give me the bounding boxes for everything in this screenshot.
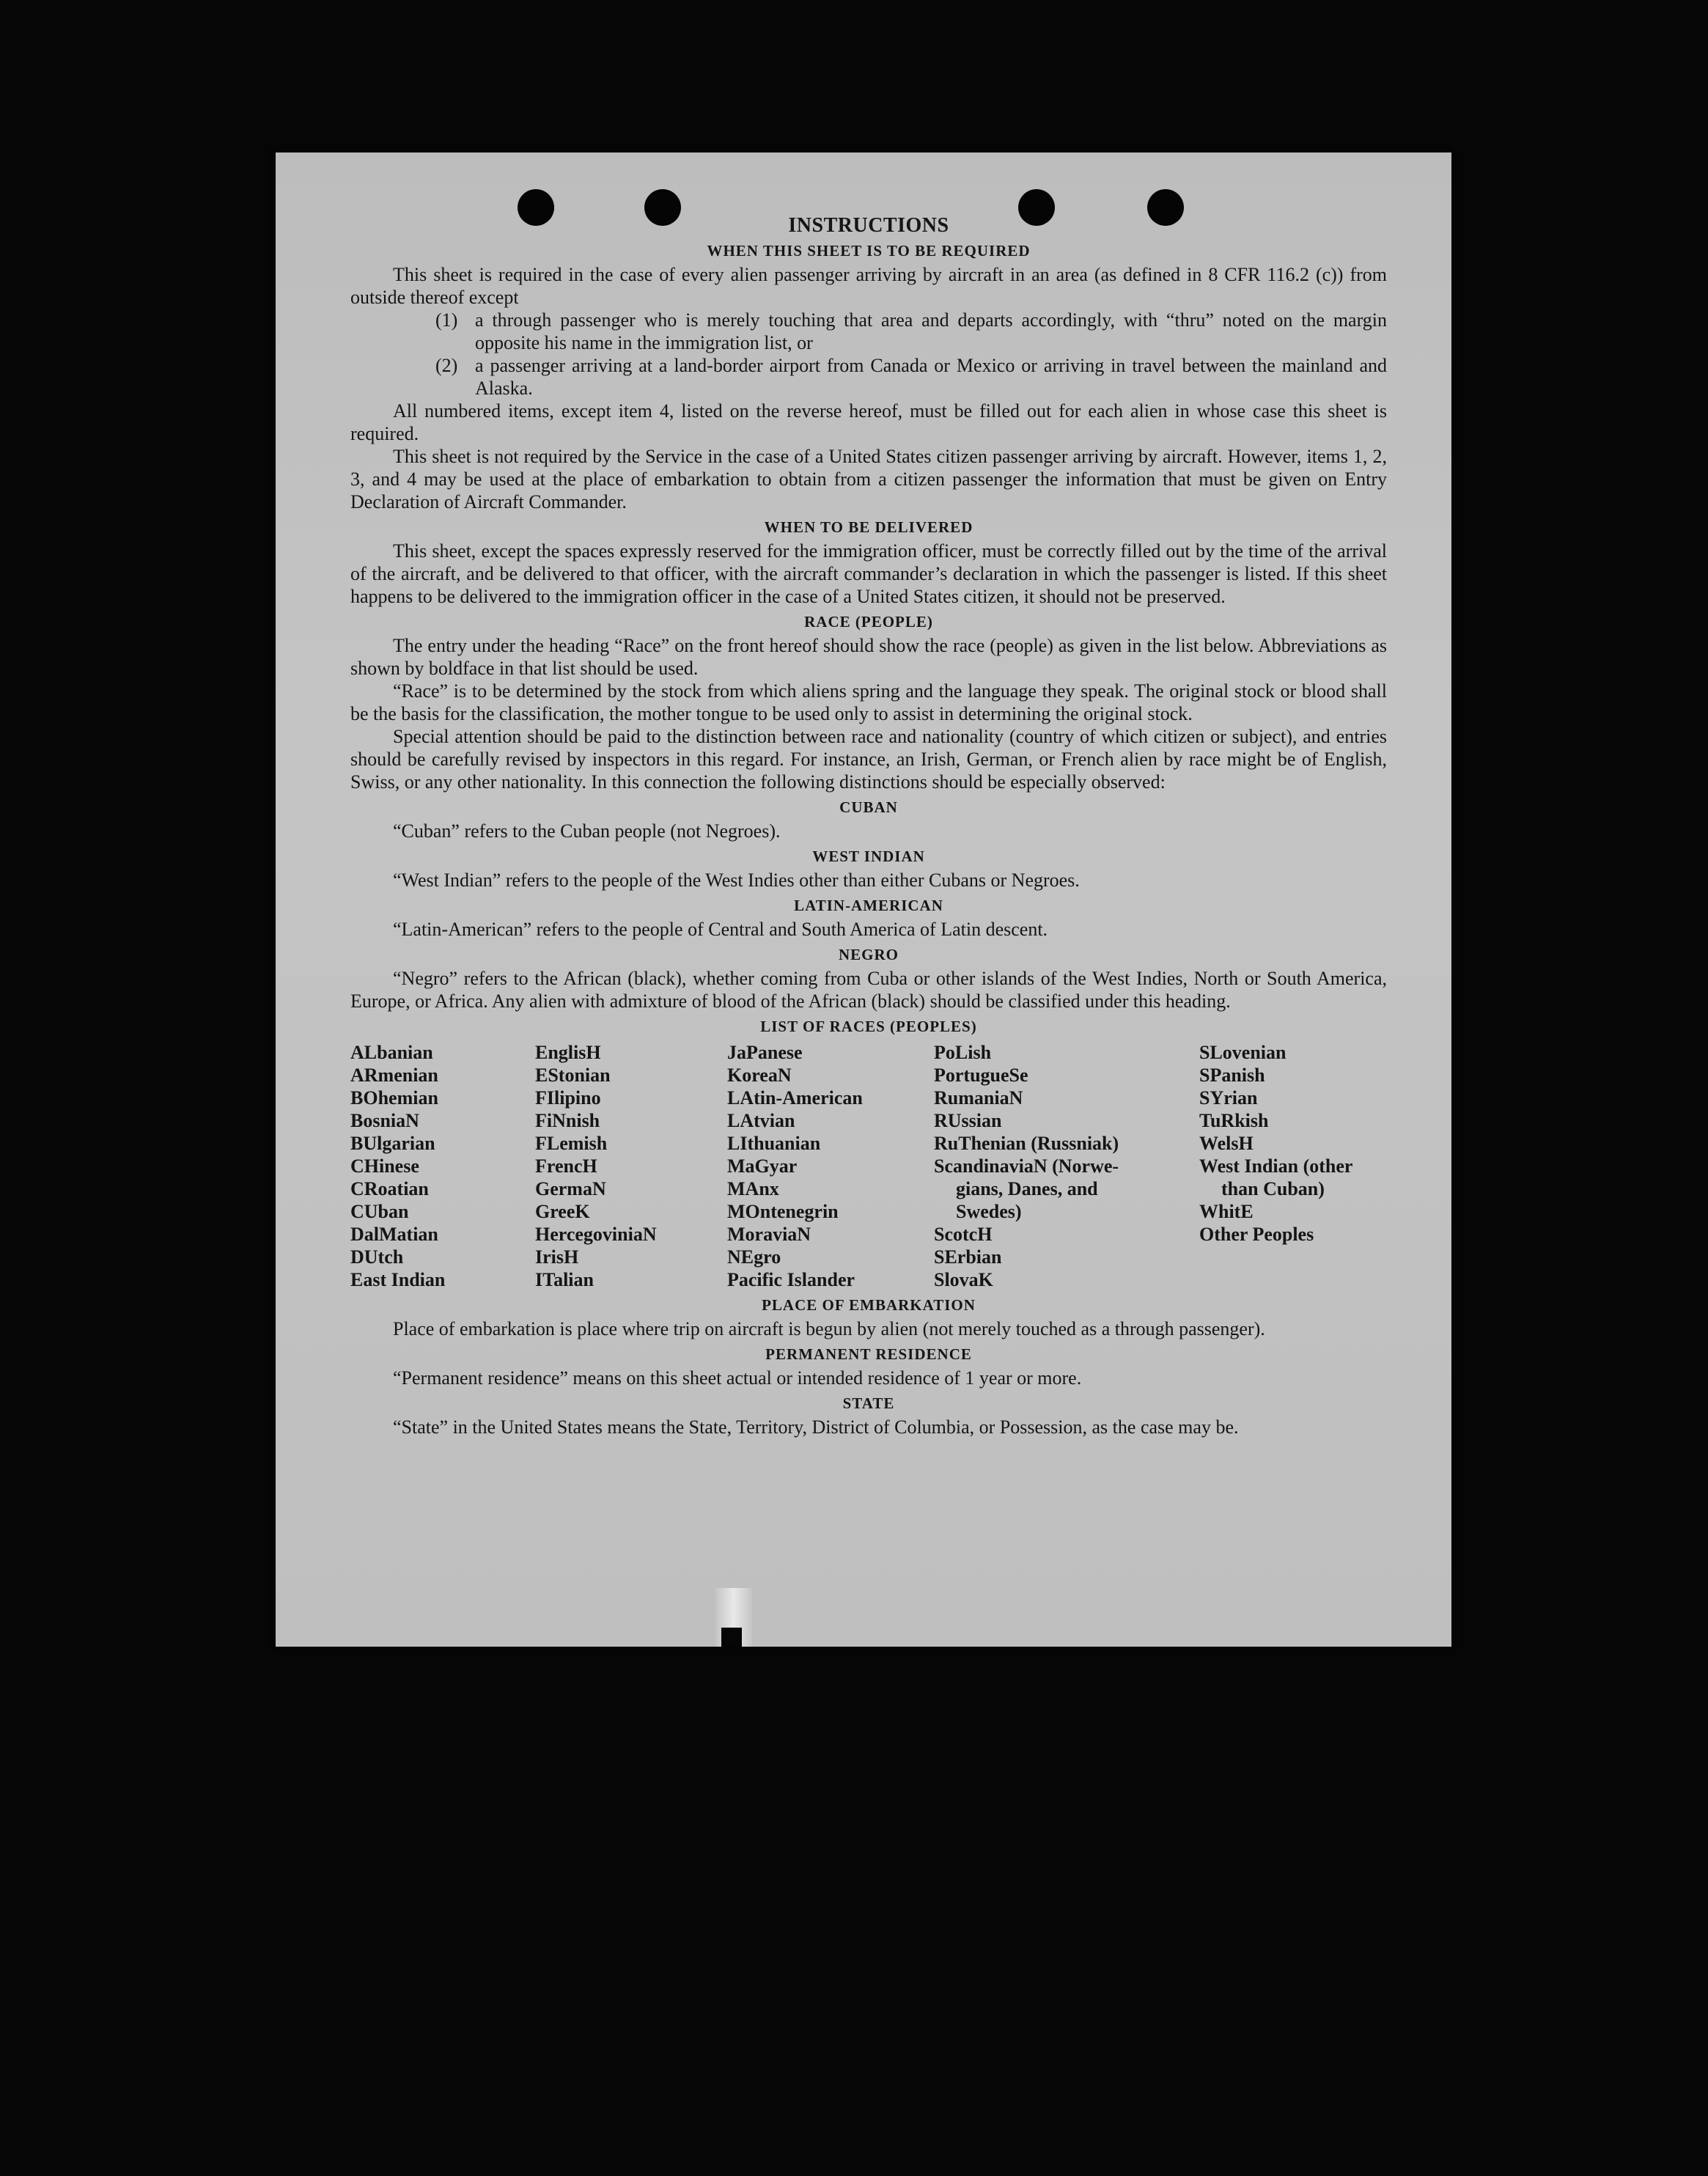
race-entry: than Cuban) — [1221, 1178, 1325, 1199]
race-entry: DUtch — [350, 1246, 404, 1268]
race-entry: SPanish — [1199, 1065, 1265, 1086]
race-entry: KoreaN — [727, 1065, 792, 1086]
race-entry: ARmenian — [350, 1065, 438, 1086]
race-entry: Pacific Islander — [727, 1269, 855, 1290]
race-column — [934, 1041, 1199, 1291]
race-entry: FIlipino — [535, 1087, 601, 1109]
section-heading-race: RACE (PEOPLE) — [804, 613, 933, 631]
race-entry: SlovaK — [934, 1269, 993, 1290]
race-entry: IrisH — [535, 1246, 579, 1268]
race-entry: BOhemian — [350, 1087, 438, 1109]
section-heading-race-list: LIST OF RACES (PEOPLES) — [760, 1018, 977, 1035]
race-entry: MOntenegrin — [727, 1201, 839, 1222]
race-entry: gians, Danes, and — [956, 1178, 1098, 1199]
section-heading-delivered: WHEN TO BE DELIVERED — [764, 518, 973, 536]
document-sheet — [276, 152, 1451, 1647]
section-heading-west-indian: WEST INDIAN — [812, 848, 925, 865]
race-entry: ScandinaviaN (Norwe- — [934, 1155, 1119, 1177]
race-entry: East Indian — [350, 1269, 446, 1290]
race-entry: SLovenian — [1199, 1042, 1286, 1063]
race-para-1: The entry under the heading “Race” on the front hereof should show the race (people) as given in the list below. Abbreviations as shown by boldface in that list should be used. — [350, 635, 1387, 679]
race-entry: LAtin-American — [727, 1087, 863, 1109]
race-entry: West Indian (other — [1199, 1155, 1353, 1177]
paper-tear-gap — [721, 1628, 742, 1647]
race-entry: EnglisH — [535, 1042, 601, 1063]
exception-text: a through passenger who is merely touching that area and departs accordingly, with “thru” noted on the margin opposite his name in the immigration list, or — [475, 309, 1387, 353]
race-entry: DalMatian — [350, 1224, 438, 1245]
latin-american-text: “Latin-American” refers to the people of Central and South America of Latin descent. — [393, 919, 1048, 940]
west-indian-text: “West Indian” refers to the people of the West Indies other than either Cubans or Negroes. — [393, 870, 1080, 891]
state-text: “State” in the United States means the State, Territory, District of Columbia, or Possession, as the case may be. — [393, 1416, 1239, 1438]
required-para-3: This sheet is not required by the Service in the case of a United States citizen passenger arriving by aircraft. However, items 1, 2, 3, and 4 may be used at the place of embarkation to obtain from a citizen passenger the information that must be given on Entry Declaration of Aircraft Commander. — [350, 446, 1387, 512]
race-column — [727, 1041, 934, 1291]
instructions-content — [350, 214, 1387, 1438]
race-entry: ScotcH — [934, 1224, 993, 1245]
race-entry: TuRkish — [1199, 1110, 1269, 1131]
page-title: INSTRUCTIONS — [788, 214, 949, 237]
race-entry: FrencH — [535, 1155, 597, 1177]
section-heading-cuban: CUBAN — [839, 798, 898, 816]
race-entry: CHinese — [350, 1155, 419, 1177]
exception-list — [350, 309, 1387, 400]
race-entry: ALbanian — [350, 1042, 433, 1063]
race-entry: NEgro — [727, 1246, 781, 1268]
race-para-2: “Race” is to be determined by the stock from which aliens spring and the language they speak. The original stock or blood shall be the basis for the classification, the mother tongue to be used only to assist in determining the original stock. — [350, 680, 1387, 724]
required-intro: This sheet is required in the case of every alien passenger arriving by aircraft in an area (as defined in 8 CFR 116.2 (c)) from outside thereof except — [350, 264, 1387, 308]
section-heading-required: WHEN THIS SHEET IS TO BE REQUIRED — [707, 242, 1031, 260]
section-heading-state: STATE — [842, 1394, 895, 1412]
race-entry: Other Peoples — [1199, 1224, 1314, 1245]
section-heading-latin-american: LATIN-AMERICAN — [794, 897, 943, 914]
race-entry: SErbian — [934, 1246, 1002, 1268]
race-column — [1199, 1041, 1387, 1291]
section-heading-residence: PERMANENT RESIDENCE — [765, 1345, 972, 1363]
race-entry: RuThenian (Russniak) — [934, 1133, 1119, 1154]
race-entry: SYrian — [1199, 1087, 1258, 1109]
race-entry: JaPanese — [727, 1042, 803, 1063]
race-entry: LAtvian — [727, 1110, 795, 1131]
exception-number: (2) — [435, 355, 458, 376]
race-entry: PortugueSe — [934, 1065, 1028, 1086]
race-entry: HercegoviniaN — [535, 1224, 657, 1245]
race-entry: MaGyar — [727, 1155, 798, 1177]
race-entry: CRoatian — [350, 1178, 429, 1199]
cuban-text: “Cuban” refers to the Cuban people (not Negroes). — [393, 820, 781, 842]
exception-item — [435, 309, 1387, 354]
race-entry: Swedes) — [956, 1201, 1022, 1222]
exception-text: a passenger arriving at a land-border airport from Canada or Mexico or arriving in travel between the mainland and Alaska. — [475, 355, 1387, 399]
delivered-text: This sheet, except the spaces expressly reserved for the immigration officer, must be correctly filled out by the time of the arrival of the aircraft, and be delivered to that officer, with the aircraft commander’s declaration in which the passenger is listed. If this sheet happens to be delivered to the immigration officer in the case of a United States citizen, it should not be preserved. — [350, 540, 1387, 607]
race-entry: CUban — [350, 1201, 409, 1222]
race-entry: PoLish — [934, 1042, 992, 1063]
negro-text: “Negro” refers to the African (black), whether coming from Cuba or other islands of the West Indies, North or South America, Europe, or Africa. Any alien with admixture of blood of the African (black) should be classified under this heading. — [350, 968, 1387, 1012]
exception-number: (1) — [435, 309, 458, 331]
race-entry: BosniaN — [350, 1110, 419, 1131]
race-entry: LIthuanian — [727, 1133, 821, 1154]
race-entry: GermaN — [535, 1178, 606, 1199]
race-para-3: Special attention should be paid to the distinction between race and nationality (country of which citizen or subject), and entries should be carefully revised by inspectors in this regard. For instance, an Irish, German, or French alien by race might be of English, Swiss, or any other nationality. In this connection the following distinctions should be especially observed: — [350, 726, 1387, 793]
race-entry: RUssian — [934, 1110, 1002, 1131]
race-entry: ITalian — [535, 1269, 594, 1290]
race-entry: EStonian — [535, 1065, 611, 1086]
embarkation-text: Place of embarkation is place where trip on aircraft is begun by alien (not merely touched as a through passenger). — [393, 1318, 1265, 1339]
race-entry: RumaniaN — [934, 1087, 1023, 1109]
race-column — [350, 1041, 535, 1291]
race-entry: GreeK — [535, 1201, 590, 1222]
race-entry: WhitE — [1199, 1201, 1254, 1222]
section-heading-negro: NEGRO — [838, 946, 899, 963]
race-column — [535, 1041, 727, 1291]
section-heading-embarkation: PLACE OF EMBARKATION — [762, 1296, 976, 1314]
race-entry: FLemish — [535, 1133, 608, 1154]
residence-text: “Permanent residence” means on this sheet actual or intended residence of 1 year or more. — [393, 1367, 1082, 1389]
race-list — [350, 1041, 1387, 1291]
race-entry: MAnx — [727, 1178, 779, 1199]
race-entry: BUlgarian — [350, 1133, 435, 1154]
race-entry: FiNnish — [535, 1110, 600, 1131]
race-entry: MoraviaN — [727, 1224, 811, 1245]
required-para-2: All numbered items, except item 4, listed on the reverse hereof, must be filled out for each alien in whose case this sheet is required. — [350, 400, 1387, 444]
race-entry: WelsH — [1199, 1133, 1254, 1154]
exception-item — [435, 354, 1387, 400]
